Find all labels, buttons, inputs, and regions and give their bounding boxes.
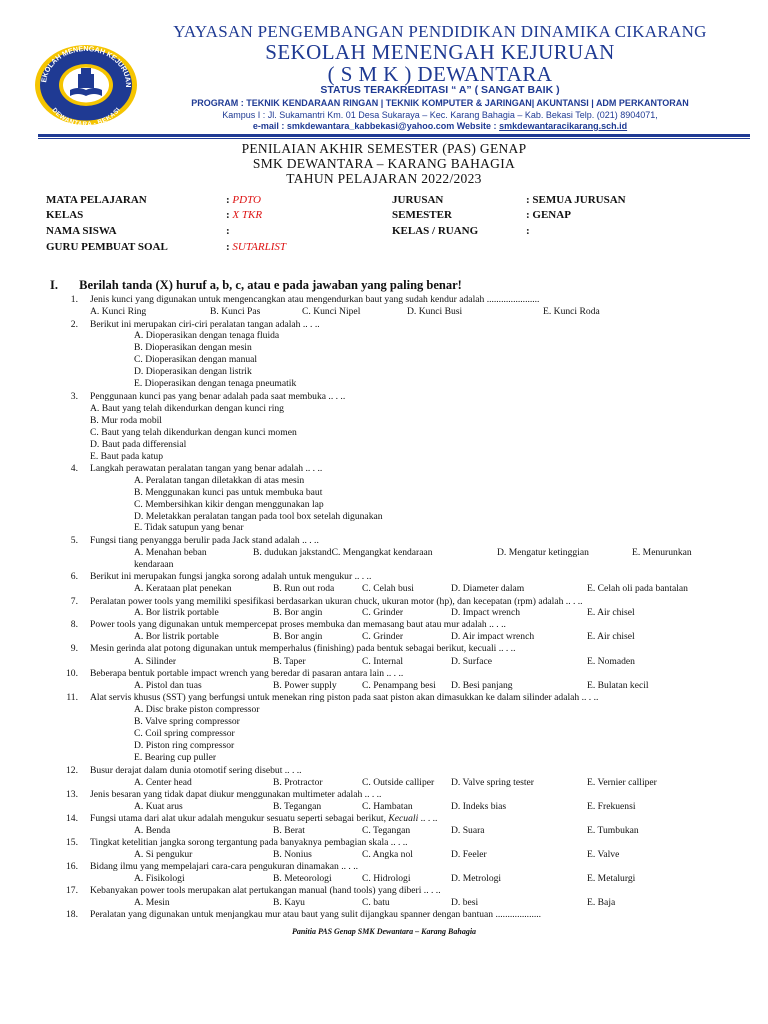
- guru-field: : SUTARLIST: [226, 241, 287, 253]
- q1-option-c[interactable]: C. Kunci Nipel: [302, 306, 361, 317]
- q12-option-e[interactable]: E. Vernier calliper: [587, 777, 657, 788]
- q4-option-c[interactable]: C. Membersihkan kikir dengan menggunakan lap: [134, 499, 324, 510]
- section-instruction: Berilah tanda (X) huruf a, b, c, atau e pada jawaban yang paling benar!: [79, 278, 462, 292]
- q17-option-c[interactable]: C. batu: [362, 897, 390, 908]
- q1-option-e[interactable]: E. Kunci Roda: [543, 306, 600, 317]
- q15-option-e[interactable]: E. Valve: [587, 849, 620, 860]
- accreditation-status: STATUS TERAKREDITASI “ A” ( SANGAT BAIK ): [320, 84, 560, 96]
- q4-option-a[interactable]: A. Peralatan tangan diletakkan di atas mesin: [134, 475, 305, 486]
- q5-option-e[interactable]: E. Menurunkan: [632, 547, 692, 558]
- q13-option-d[interactable]: D. Indeks bias: [451, 801, 507, 812]
- q16-option-c[interactable]: C. Hidrologi: [362, 873, 411, 884]
- nama-field: :: [226, 225, 230, 237]
- q12-option-a[interactable]: A. Center head: [134, 777, 192, 788]
- jurusan-value: : SEMUA JURUSAN: [526, 194, 626, 206]
- q4-option-e[interactable]: E. Tidak satupun yang benar: [134, 522, 244, 533]
- q13-option-a[interactable]: A. Kuat arus: [134, 801, 183, 812]
- q5-option-a[interactable]: A. Menahan beban: [134, 547, 207, 558]
- q13-option-c[interactable]: C. Hambatan: [362, 801, 413, 812]
- q3-option-a[interactable]: A. Baut yang telah dikendurkan dengan kunci ring: [90, 403, 284, 414]
- q5-option-d[interactable]: D. Mengatur ketinggian: [497, 547, 589, 558]
- svg-text:DEWANTARA - BEKASI: DEWANTARA - BEKASI: [50, 106, 122, 126]
- q14-option-c[interactable]: C. Tegangan: [362, 825, 411, 836]
- q4-option-b[interactable]: B. Menggunakan kunci pas untuk membuka baut: [134, 487, 323, 498]
- q13-option-b[interactable]: B. Tegangan: [273, 801, 322, 812]
- q11-option-b[interactable]: B. Valve spring compressor: [134, 716, 240, 727]
- guru-value: SUTARLIST: [232, 241, 287, 253]
- q11-option-e[interactable]: E. Bearing cup puller: [134, 752, 217, 763]
- page-footer: Panitia PAS Genap SMK Dewantara – Karang Bahagia: [291, 927, 477, 936]
- q2-option-d[interactable]: D. Dioperasikan dengan listrik: [134, 366, 252, 377]
- ruang-label: KELAS / RUANG: [392, 225, 479, 237]
- section-number: I.: [50, 278, 58, 292]
- q7-option-e[interactable]: E. Air chisel: [587, 607, 635, 618]
- q9-option-c[interactable]: C. Internal: [362, 656, 404, 667]
- header-divider: [38, 134, 750, 137]
- q14-option-e[interactable]: E. Tumbukan: [587, 825, 639, 836]
- nama-label: NAMA SISWA: [46, 225, 117, 237]
- q10-option-a[interactable]: A. Pistol dan tuas: [134, 680, 202, 691]
- q3-option-b[interactable]: B. Mur roda mobil: [90, 415, 162, 426]
- q11-option-d[interactable]: D. Piston ring compressor: [134, 740, 235, 751]
- q2-option-b[interactable]: B. Dioperasikan dengan mesin: [134, 342, 252, 353]
- header-divider-thin: [38, 138, 750, 139]
- q11-option-a[interactable]: A. Disc brake piston compressor: [134, 704, 260, 715]
- q16-option-d[interactable]: D. Metrologi: [451, 873, 502, 884]
- q15-option-d[interactable]: D. Feeler: [451, 849, 487, 860]
- ruang-value: :: [526, 225, 530, 237]
- foundation-name: YAYASAN PENGEMBANGAN PENDIDIKAN DINAMIKA CIKARANG: [173, 22, 707, 41]
- q10-option-e[interactable]: E. Bulatan kecil: [587, 680, 649, 691]
- q15-option-b[interactable]: B. Nonius: [273, 849, 312, 860]
- q7-option-c[interactable]: C. Grinder: [362, 607, 404, 618]
- q7-option-b[interactable]: B. Bor angin: [273, 607, 323, 618]
- q8-option-a[interactable]: A. Bor listrik portable: [134, 631, 219, 642]
- q14-option-a[interactable]: A. Benda: [134, 825, 171, 836]
- q13-option-e[interactable]: E. Frekuensi: [587, 801, 636, 812]
- jurusan-label: JURUSAN: [392, 194, 444, 206]
- q5-option-bc[interactable]: B. dudukan jakstandC. Mengangkat kendaraan: [253, 547, 433, 558]
- q17-option-b[interactable]: B. Kayu: [273, 897, 305, 908]
- mapel-field: : PDTO: [226, 194, 261, 206]
- q8-option-c[interactable]: C. Grinder: [362, 631, 404, 642]
- q1-option-a[interactable]: A. Kunci Ring: [90, 306, 147, 317]
- exam-year: TAHUN PELAJARAN 2022/2023: [286, 171, 482, 186]
- q6-option-d[interactable]: D. Diameter dalam: [451, 583, 525, 594]
- q2-option-c[interactable]: C. Dioperasikan dengan manual: [134, 354, 258, 365]
- q16-option-e[interactable]: E. Metalurgi: [587, 873, 636, 884]
- q8-option-b[interactable]: B. Bor angin: [273, 631, 323, 642]
- q10-option-b[interactable]: B. Power supply: [273, 680, 337, 691]
- program-list: PROGRAM : TEKNIK KENDARAAN RINGAN | TEKNIK KOMPUTER & JARINGAN| AKUNTANSI | ADM PERKANTORAN: [191, 98, 689, 108]
- q4-option-d[interactable]: D. Meletakkan peralatan tangan pada tool box setelah digunakan: [134, 511, 383, 522]
- email-text: e-mail : smkdewantara_kabbekasi@yahoo.com Website :: [252, 121, 500, 131]
- q14-option-b[interactable]: B. Berat: [273, 825, 305, 836]
- semester-value: : GENAP: [526, 209, 571, 221]
- q3-option-e[interactable]: E. Baut pada katup: [90, 451, 163, 462]
- q1-option-b[interactable]: B. Kunci Pas: [210, 306, 261, 317]
- q11-option-c[interactable]: C. Coil spring compressor: [134, 728, 235, 739]
- mapel-label: MATA PELAJARAN: [46, 194, 147, 206]
- q9-option-e[interactable]: E. Nomaden: [587, 656, 635, 667]
- semester-label: SEMESTER: [392, 209, 452, 221]
- kelas-label: KELAS: [46, 209, 84, 221]
- q9-option-b[interactable]: B. Taper: [273, 656, 306, 667]
- q5-option-e-cont: kendaraan: [134, 559, 174, 570]
- q17-option-a[interactable]: A. Mesin: [134, 897, 170, 908]
- q6-option-e[interactable]: E. Celah oli pada bantalan: [587, 583, 688, 594]
- q9-option-a[interactable]: A. Silinder: [134, 656, 177, 667]
- q6-option-c[interactable]: C. Celah busi: [362, 583, 414, 594]
- exam-school: SMK DEWANTARA – KARANG BAHAGIA: [252, 156, 516, 171]
- contact-line: [120, 121, 760, 131]
- q15-option-a[interactable]: A. Si pengukur: [134, 849, 193, 860]
- q6-option-b[interactable]: B. Run out roda: [273, 583, 335, 594]
- q17-option-e[interactable]: E. Baja: [587, 897, 616, 908]
- q2-option-e[interactable]: E. Dioperasikan dengan tenaga pneumatik: [134, 378, 297, 389]
- website-link[interactable]: smkdewantaracikarang.sch.id: [499, 121, 628, 131]
- q12-option-b[interactable]: B. Protractor: [273, 777, 323, 788]
- exam-title: PENILAIAN AKHIR SEMESTER (PAS) GENAP: [241, 141, 527, 156]
- q10-option-c[interactable]: C. Penampang besi: [362, 680, 436, 691]
- guru-label: GURU PEMBUAT SOAL: [46, 241, 168, 253]
- q12-option-d[interactable]: D. Valve spring tester: [451, 777, 534, 788]
- school-short-name: ( S M K ) DEWANTARA: [327, 62, 553, 86]
- school-address: Kampus I : Jl. Sukamantri Km. 01 Desa Sukaraya – Kec. Karang Bahagia – Kab. Bekasi Telp. (021) 8904071,: [222, 110, 658, 120]
- q16-option-a[interactable]: A. Fisikologi: [134, 873, 185, 884]
- q14-option-d[interactable]: D. Suara: [451, 825, 485, 836]
- q17-option-d[interactable]: D. besi: [451, 897, 479, 908]
- q2-option-a[interactable]: A. Dioperasikan dengan tenaga fluida: [134, 330, 280, 341]
- kelas-value: X TKR: [232, 209, 263, 221]
- q9-option-d[interactable]: D. Surface: [451, 656, 493, 667]
- q8-option-d[interactable]: D. Air impact wrench: [451, 631, 535, 642]
- q10-option-d[interactable]: D. Besi panjang: [451, 680, 513, 691]
- q1-option-d[interactable]: D. Kunci Busi: [407, 306, 463, 317]
- q12-option-c[interactable]: C. Outside calliper: [362, 777, 435, 788]
- q8-option-e[interactable]: E. Air chisel: [587, 631, 635, 642]
- section-heading: [50, 278, 462, 293]
- q16-option-b[interactable]: B. Meteorologi: [273, 873, 332, 884]
- q3-option-c[interactable]: C. Baut yang telah dikendurkan dengan kunci momen: [90, 427, 297, 438]
- q15-option-c[interactable]: C. Angka nol: [362, 849, 413, 860]
- svg-text:SEKOLAH MENENGAH KEJURUAN: EKOLAH MENENGAH KEJURUAN: [39, 44, 134, 88]
- q7-option-d[interactable]: D. Impact wrench: [451, 607, 520, 618]
- q3-option-d[interactable]: D. Baut pada differensial: [90, 439, 187, 450]
- school-name: SEKOLAH MENENGAH KEJURUAN: [265, 40, 615, 64]
- mapel-value: PDTO: [232, 194, 261, 206]
- kelas-field: : X TKR: [226, 209, 263, 221]
- q6-option-a[interactable]: A. Kerataan plat penekan: [134, 583, 232, 594]
- q7-option-a[interactable]: A. Bor listrik portable: [134, 607, 219, 618]
